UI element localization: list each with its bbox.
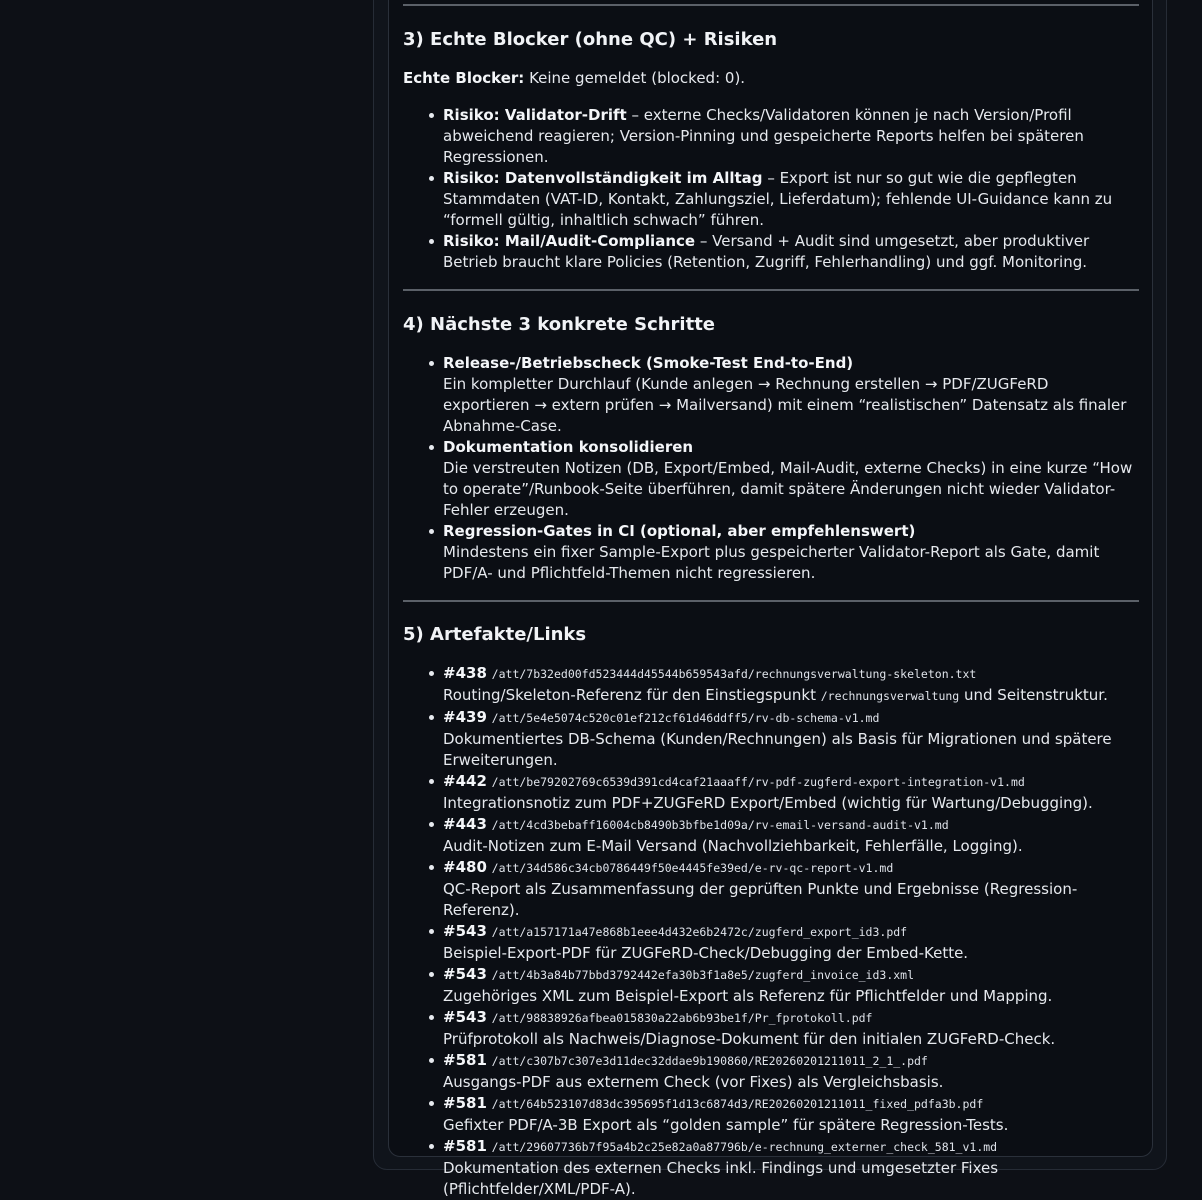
artifact-desc: Dokumentation des externen Checks inkl. Findings und umgesetzter Fixes (Pflichtfelder/XML/PDF-A). xyxy=(443,1159,999,1198)
divider xyxy=(403,600,1139,602)
artifact-id: #443 xyxy=(443,815,487,833)
divider xyxy=(403,289,1139,291)
artifact-link[interactable]: /att/64b523107d83dc395695f1d13c6874d3/RE20260201211011_fixed_pdfa3b.pdf xyxy=(491,1097,984,1111)
artifact-link[interactable]: /att/29607736b7f95a4b2c25e82a0a87796b/e-rechnung_externer_check_581_v1.md xyxy=(491,1140,998,1154)
list-item xyxy=(443,1050,1139,1093)
step-text: Die verstreuten Notizen (DB, Export/Embed, Mail-Audit, externe Checks) in eine kurze “How to operate”/Runbook-Seite überführen, damit spätere Änderungen nicht wieder Validator-Fehler erzeugen. xyxy=(443,459,1133,519)
artifact-link[interactable]: /att/a157171a47e868b1eee4d432e6b2472c/zugferd_export_id3.pdf xyxy=(491,925,908,939)
list-item xyxy=(443,921,1139,964)
list-item xyxy=(443,437,1139,521)
step-title: Release-/Betriebscheck (Smoke-Test End-to-End) xyxy=(443,354,854,372)
list-item xyxy=(443,1136,1139,1200)
artifact-desc: und Seitenstruktur. xyxy=(959,686,1108,704)
artifact-desc: Zugehöriges XML zum Beispiel-Export als Referenz für Pflichtfelder und Mapping. xyxy=(443,987,1053,1005)
list-item xyxy=(443,231,1139,273)
section-5-heading: 5) Artefakte/Links xyxy=(403,624,587,645)
artifact-desc: Dokumentiertes DB-Schema (Kunden/Rechnungen) als Basis für Migrationen und spätere Erweiterungen. xyxy=(443,730,1112,769)
artifact-link[interactable]: /att/5e4e5074c520c01ef212cf61d46ddff5/rv-db-schema-v1.md xyxy=(491,711,880,725)
section-4-heading: 4) Nächste 3 konkrete Schritte xyxy=(403,314,716,335)
list-item xyxy=(443,964,1139,1007)
blocker-label: Echte Blocker: xyxy=(403,69,525,87)
list-item xyxy=(443,105,1139,168)
list-item xyxy=(443,707,1139,771)
risk-title: Risiko: Mail/Audit-Compliance xyxy=(443,232,696,250)
artifact-id: #543 xyxy=(443,1008,487,1026)
step-text: Ein kompletter Durchlauf (Kunde anlegen → Rechnung erstellen → PDF/ZUGFeRD exportieren → extern prüfen → Mailversand) mit einem “realistischen” Datensatz als finaler Abnahme-Case. xyxy=(443,375,1127,435)
list-item xyxy=(443,521,1139,584)
artifact-id: #439 xyxy=(443,708,487,726)
list-item xyxy=(443,814,1139,857)
artifact-desc: Prüfprotokoll als Nachweis/Diagnose-Dokument für den initialen ZUGFeRD-Check. xyxy=(443,1030,1056,1048)
artifact-desc: Integrationsnotiz zum PDF+ZUGFeRD Export/Embed (wichtig für Wartung/Debugging). xyxy=(443,794,1093,812)
artifact-id: #543 xyxy=(443,965,487,983)
step-title: Regression-Gates in CI (optional, aber empfehlenswert) xyxy=(443,522,916,540)
blocker-line xyxy=(403,68,1139,89)
risk-title: Risiko: Validator-Drift xyxy=(443,106,627,124)
artifact-desc: Gefixter PDF/A-3B Export als “golden sample” für spätere Regression-Tests. xyxy=(443,1116,1009,1134)
blocker-text: Keine gemeldet (blocked: 0). xyxy=(524,69,746,87)
list-item xyxy=(443,771,1139,814)
step-title: Dokumentation konsolidieren xyxy=(443,438,694,456)
artifact-id: #581 xyxy=(443,1137,487,1155)
artifact-list xyxy=(403,663,1139,1200)
artifact-id: #543 xyxy=(443,922,487,940)
artifact-id: #581 xyxy=(443,1051,487,1069)
section-3-heading: 3) Echte Blocker (ohne QC) + Risiken xyxy=(403,29,778,50)
artifact-link[interactable]: /att/98838926afbea015830a22ab6b93be1f/Pr_fprotokoll.pdf xyxy=(491,1011,873,1025)
risk-title: Risiko: Datenvollständigkeit im Alltag xyxy=(443,169,763,187)
artifact-link[interactable]: /att/4b3a84b77bbd3792442efa30b3f1a8e5/zugferd_invoice_id3.xml xyxy=(491,968,915,982)
risk-list xyxy=(403,105,1139,273)
artifact-desc: QC-Report als Zusammenfassung der geprüften Punkte und Ergebnisse (Regression-Referenz). xyxy=(443,880,1078,919)
artifact-link[interactable]: /att/be79202769c6539d391cd4caf21aaaff/rv-pdf-zugferd-export-integration-v1.md xyxy=(491,775,1025,789)
artifact-link[interactable]: /att/7b32ed00fd523444d45544b659543afd/rechnungsverwaltung-skeleton.txt xyxy=(491,667,977,681)
artifact-desc: Audit-Notizen zum E-Mail Versand (Nachvollziehbarkeit, Fehlerfälle, Logging). xyxy=(443,837,1023,855)
artifact-desc: Ausgangs-PDF aus externem Check (vor Fixes) als Vergleichsbasis. xyxy=(443,1073,944,1091)
report-content xyxy=(403,0,1139,1200)
artifact-link[interactable]: /att/34d586c34cb0786449f50e4445fe39ed/e-rv-qc-report-v1.md xyxy=(491,861,894,875)
list-item xyxy=(443,1007,1139,1050)
list-item xyxy=(443,353,1139,437)
risk-text: – Export ist nur so gut wie die gepflegten Stammdaten (VAT-ID, Kontakt, Zahlungsziel, Lieferdatum); fehlende UI-Guidance kann zu “formell gültig, inhaltlich schwach” führen. xyxy=(443,169,1113,229)
artifact-id: #442 xyxy=(443,772,487,790)
artifact-id: #581 xyxy=(443,1094,487,1112)
list-item xyxy=(443,663,1139,707)
list-item xyxy=(443,857,1139,921)
risk-text: – Versand + Audit sind umgesetzt, aber produktiver Betrieb braucht klare Policies (Retention, Zugriff, Fehlerhandling) und ggf. Monitoring. xyxy=(443,232,1090,271)
artifact-id: #480 xyxy=(443,858,487,876)
list-item xyxy=(443,168,1139,231)
list-item xyxy=(443,1093,1139,1136)
divider xyxy=(403,4,1139,6)
risk-text: – externe Checks/Validatoren können je nach Version/Profil abweichend reagieren; Version-Pinning und gespeicherte Reports helfen bei späteren Regressionen. xyxy=(443,106,1084,166)
artifact-link[interactable]: /att/4cd3bebaff16004cb8490b3bfbe1d09a/rv-email-versand-audit-v1.md xyxy=(491,818,949,832)
steps-list xyxy=(403,353,1139,584)
step-text: Mindestens ein fixer Sample-Export plus gespeicherter Validator-Report als Gate, damit PDF/A- und Pflichtfeld-Themen nicht regressieren. xyxy=(443,543,1100,582)
artifact-link[interactable]: /att/c307b7c307e3d11dec32ddae9b190860/RE20260201211011_2_1_.pdf xyxy=(491,1054,928,1068)
left-gutter xyxy=(0,0,372,1187)
artifact-desc: Beispiel-Export-PDF für ZUGFeRD-Check/Debugging der Embed-Kette. xyxy=(443,944,969,962)
artifact-id: #438 xyxy=(443,664,487,682)
artifact-desc: Routing/Skeleton-Referenz für den Einstiegspunkt xyxy=(443,686,821,704)
inline-code: /rechnungsverwaltung xyxy=(820,689,960,703)
